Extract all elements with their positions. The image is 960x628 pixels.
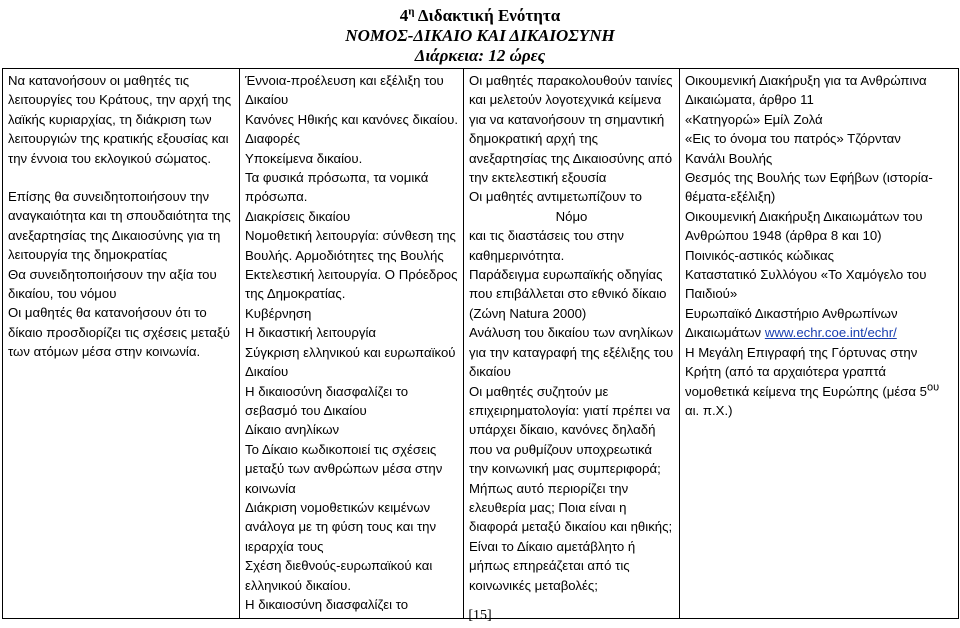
topic-line: Το Δίκαιο κωδικοποιεί τις σχέσεις μεταξύ των ανθρώπων μέσα στην κοινωνία bbox=[245, 441, 443, 496]
activity-paragraph: Οι μαθητές συζητούν με επιχειρηματολογία: γιατί πρέπει να υπάρχει δίκαιο, κανόνες δηλαδή που να ρυθμίζουν υποχρεωτικά την κοινωνική μας συμπεριφορά; Μήπως αυτό περιορίζει την ελευθερία μας; Ποια είναι η διαφορά μεταξύ δικαίου και ηθικής; bbox=[469, 383, 673, 535]
topic-line: Η δικαστική λειτουργία bbox=[245, 325, 377, 341]
topic-line: Η δικαιοσύνη διασφαλίζει το σεβασμό του Δικαίου bbox=[245, 383, 409, 418]
gortyna-sup: ου bbox=[926, 381, 940, 394]
topic-line: Δικαίου bbox=[245, 364, 289, 380]
activity-paragraph: Οι μαθητές παρακολουθούν ταινίες και μελετούν λογοτεχνικά κείμενα για να κατανοήσουν τη σημαντική δημοκρατική αρχή της ανεξαρτησίας της Δικαιοσύνης από την εκτελεστική εξουσία bbox=[469, 73, 673, 186]
topic-line: Κανόνες Ηθικής και κανόνες δικαίου. Διαφορές bbox=[245, 111, 459, 147]
resource-line-gortyna bbox=[685, 343, 953, 421]
topic-line: Διάκριση νομοθετικών κειμένων ανάλογα με τη φύση τους και την ιεραρχία τους bbox=[245, 499, 437, 554]
activity-centered-word: Νόμο bbox=[555, 208, 588, 224]
resource-line: «Κατηγορώ» Εμίλ Ζολά bbox=[685, 111, 823, 127]
activity-paragraph: Παράδειγμα ευρωπαϊκής οδηγίας που επιβάλλεται στο εθνικό δίκαιο (Ζώνη Natura 2000) bbox=[469, 267, 667, 321]
activities-cell bbox=[464, 69, 680, 619]
objective-paragraph: Οι μαθητές θα κατανοήσουν ότι το δίκαιο προσδιορίζει τις σχέσεις μεταξύ των ατόμων μέσα στην κοινωνία. bbox=[8, 305, 230, 360]
resource-line: «Εις το όνομα του πατρός» Τζόρνταν bbox=[685, 131, 901, 147]
unit-title: $4^\eta$ Διδακτική Ενότητα bbox=[399, 5, 561, 25]
objective-paragraph: Επίσης θα συνειδητοποιήσουν την αναγκαιότητα και τη σπουδαιότητα της ανεξαρτησίας της Δικαιοσύνης για τη λειτουργία της δημοκρατίας bbox=[8, 189, 231, 263]
blank-line bbox=[8, 168, 234, 187]
table-row bbox=[3, 69, 959, 619]
resource-line: Καταστατικό Συλλόγου «Το Χαμόγελο του Παιδιού» bbox=[685, 267, 927, 302]
unit-subtitle: ΝΟΜΟΣ-ΔΙΚΑΙΟ ΚΑΙ ΔΙΚΑΙΟΣΥΝΗ bbox=[345, 26, 615, 45]
topic-line: Τα φυσικά πρόσωπα, τα νομικά πρόσωπα. bbox=[245, 170, 429, 205]
topic-line: Εκτελεστική λειτουργία. Ο Πρόεδρος της Δημοκρατίας. bbox=[245, 267, 458, 302]
topic-line: Υποκείμενα δικαίου. bbox=[245, 150, 363, 166]
topic-line: Σχέση διεθνούς-ευρωπαϊκού και ελληνικού δικαίου. bbox=[245, 558, 433, 593]
topic-line: Η δικαιοσύνη διασφαλίζει το bbox=[245, 596, 409, 612]
resource-line: Οικουμενική Διακήρυξη Δικαιωμάτων του Ανθρώπου 1948 (άρθρα 8 και 10) bbox=[685, 208, 923, 244]
objective-paragraph: Θα συνειδητοποιήσουν την αξία του δικαίου, του νόμου bbox=[8, 266, 217, 302]
activity-paragraph: Οι μαθητές αντιμετωπίζουν το bbox=[469, 189, 642, 205]
resource-line-echr bbox=[685, 304, 953, 343]
lesson-plan-table bbox=[2, 68, 959, 619]
topic-line: Σύγκριση ελληνικού και ευρωπαϊκού bbox=[245, 344, 456, 360]
topic-line: Διακρίσεις δικαίου bbox=[245, 208, 351, 224]
topic-line: Νομοθετική λειτουργία: σύνθεση της Βουλής. Αρμοδιότητες της Βουλής bbox=[245, 228, 456, 263]
heading-block bbox=[0, 6, 960, 66]
resource-line: Θεσμός της Βουλής των Εφήβων (ιστορία-θέματα-εξέλιξη) bbox=[685, 170, 933, 205]
topics-cell bbox=[240, 69, 464, 619]
page-number: [15] bbox=[468, 608, 492, 623]
echr-label: Ευρωπαϊκό Δικαστήριο Ανθρωπίνων Δικαιωμάτων bbox=[685, 305, 898, 341]
resource-line: Οικουμενική Διακήρυξη για τα Ανθρώπινα Δικαιώματα, άρθρο 11 bbox=[685, 73, 927, 108]
objectives-cell bbox=[3, 69, 240, 619]
resources-cell bbox=[680, 69, 959, 619]
resource-line: Κανάλι Βουλής bbox=[685, 150, 773, 166]
topic-line: Έννοια-προέλευση και εξέλιξη του Δικαίου bbox=[245, 73, 444, 108]
resource-line: Ποινικός-αστικός κώδικας bbox=[685, 247, 834, 263]
gortyna-text: Η Μεγάλη Επιγραφή της Γόρτυνας στην Κρήτη (από τα αρχαιότερα γραπτά νομοθετικά κείμενα της Ευρώπης (μέσα 5 bbox=[685, 344, 927, 399]
topic-line: Κυβέρνηση bbox=[245, 305, 312, 321]
activity-paragraph: Είναι το Δίκαιο αμετάβλητο ή μήπως επηρεάζεται από τις κοινωνικές μεταβολές; bbox=[469, 538, 636, 593]
activity-paragraph: και τις διαστάσεις του στην καθημερινότητα. bbox=[469, 228, 624, 263]
echr-link[interactable]: www.echr.coe.int/echr/ bbox=[764, 325, 897, 341]
unit-duration: Διάρκεια: 12 ώρες bbox=[414, 46, 546, 65]
activity-paragraph: Ανάλυση του δικαίου των ανηλίκων για την καταγραφή της εξέλιξης του δικαίου bbox=[469, 325, 674, 380]
objective-paragraph: Να κατανοήσουν οι μαθητές τις λειτουργίες του Κράτους, την αρχή της λαϊκής κυριαρχίας, τη διάκριση των λειτουργιών της κρατικής εξουσίας και την έννοια του εκλογικού σώματος. bbox=[8, 73, 232, 166]
gortyna-end: αι. π.Χ.) bbox=[685, 402, 733, 418]
topic-line: Δίκαιο ανηλίκων bbox=[245, 422, 340, 438]
